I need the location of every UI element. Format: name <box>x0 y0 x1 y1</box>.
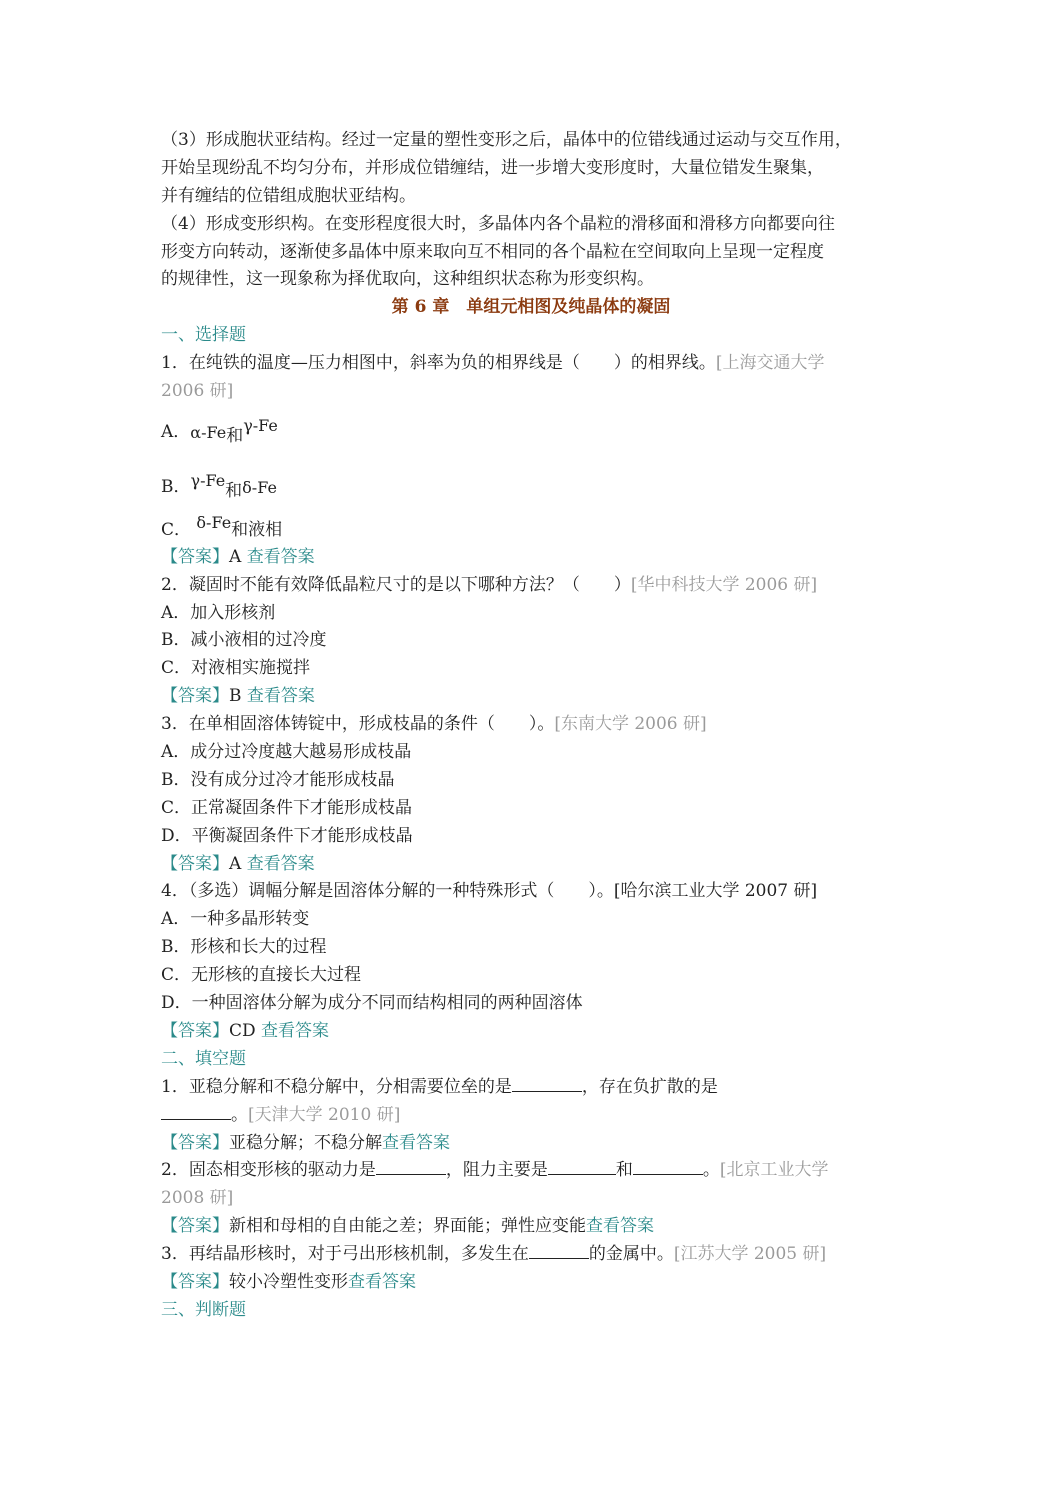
option-b <box>161 461 901 516</box>
answer-row <box>161 1018 901 1046</box>
question-stem <box>161 1157 901 1185</box>
question-stem <box>161 711 901 739</box>
view-answer-link[interactable]: 查看答案 <box>246 546 315 567</box>
document-content <box>161 127 901 1325</box>
question-text: ，阻力主要是 <box>445 1160 548 1181</box>
option-a: A．加入形核剂 <box>161 602 276 623</box>
answer-row <box>161 544 901 572</box>
question-stem-cont <box>161 1102 901 1130</box>
chapter-title: 第 6 章 单组元相图及纯晶体的凝固 <box>391 297 671 318</box>
question-source: 2006 研] <box>161 381 234 402</box>
option-label: C． <box>161 519 192 540</box>
answer-value: CD <box>229 1020 256 1041</box>
answer-blank <box>161 1102 231 1120</box>
question-stem <box>161 350 901 378</box>
answer-row <box>161 851 901 879</box>
formula-gamma-fe: γ-Fe <box>190 471 226 491</box>
section-heading-fill: 二、填空题 <box>161 1048 246 1069</box>
question-source: [天津大学 2010 研] <box>248 1104 401 1125</box>
answer-row <box>161 1130 901 1158</box>
answer-blank <box>512 1074 582 1092</box>
question-source: [江苏大学 2005 研] <box>673 1244 827 1265</box>
answer-value: 新相和母相的自由能之差；界面能；弹性应变能 <box>229 1216 586 1237</box>
intro-line: 并有缠结的位错组成胞状亚结构。 <box>161 185 416 206</box>
answer-blank <box>633 1157 703 1175</box>
intro-line: 开始呈现纷乱不均匀分布，并形成位错缠结，进一步增大变形度时，大量位错发生聚集， <box>161 157 824 178</box>
question-text: 和 <box>615 1160 633 1181</box>
answer-value: A <box>229 853 242 874</box>
question-source-cont <box>161 1185 901 1213</box>
question-text: 1．亚稳分解和不稳分解中，分相需要位垒的是 <box>161 1076 512 1097</box>
question-source-cont <box>161 378 901 406</box>
question-stem <box>161 1074 901 1102</box>
formula-delta-fe: δ-Fe <box>196 512 232 532</box>
question-stem <box>161 1241 901 1269</box>
option-text: 和液相 <box>231 519 283 540</box>
answer-row <box>161 683 901 711</box>
option-c: C．无形核的直接长大过程 <box>161 965 362 986</box>
question-text: 。 <box>702 1160 720 1181</box>
answer-label: 【答案】 <box>161 853 229 874</box>
question-text: 3．在单相固溶体铸锭中，形成枝晶的条件（ ）。 <box>161 714 555 735</box>
answer-blank <box>376 1157 446 1175</box>
answer-label: 【答案】 <box>161 1216 229 1237</box>
option-c: C．对液相实施搅拌 <box>161 658 311 679</box>
option-b: B．减小液相的过冷度 <box>161 630 327 651</box>
question-stem: 4．（多选）调幅分解是固溶体分解的一种特殊形式（ ）。[哈尔滨工业大学 2007 研] <box>161 881 818 902</box>
option-a: A．成分过冷度越大越易形成枝晶 <box>161 742 412 763</box>
conjunction: 和 <box>226 426 244 447</box>
view-answer-link[interactable]: 查看答案 <box>261 1020 330 1041</box>
section-heading-choice: 一、选择题 <box>161 325 246 346</box>
option-d: D．一种固溶体分解为成分不同而结构相同的两种固溶体 <box>161 993 583 1014</box>
intro-line: 形变方向转动，逐渐使多晶体中原来取向互不相同的各个晶粒在空间取向上呈现一定程度 <box>161 241 824 262</box>
option-label: B． <box>161 477 191 498</box>
intro-line: （3）形成胞状亚结构。经过一定量的塑性变形之后，晶体中的位错线通过运动与交互作用， <box>161 130 852 150</box>
option-a: A．一种多晶形转变 <box>161 909 310 930</box>
answer-blank <box>529 1241 589 1259</box>
answer-value: B <box>229 686 242 707</box>
answer-label: 【答案】 <box>161 546 229 567</box>
question-text: 2．凝固时不能有效降低晶粒尺寸的是以下哪种方法？（ ） <box>161 574 631 595</box>
section-heading-judge: 三、判断题 <box>161 1299 246 1320</box>
intro-line: 的规律性，这一现象称为择优取向，这种组织状态称为形变织构。 <box>161 269 654 290</box>
view-answer-link[interactable]: 查看答案 <box>382 1132 450 1153</box>
option-a <box>161 406 901 461</box>
option-d: D．平衡凝固条件下才能形成枝晶 <box>161 825 413 846</box>
question-source: [东南大学 2006 研] <box>554 714 707 735</box>
answer-label: 【答案】 <box>161 686 229 707</box>
option-c <box>161 512 901 544</box>
answer-value: 较小冷塑性变形 <box>229 1271 348 1292</box>
formula-gamma-fe: γ-Fe <box>243 416 278 436</box>
view-answer-link[interactable]: 查看答案 <box>246 686 315 707</box>
option-label: A． <box>161 422 191 443</box>
answer-label: 【答案】 <box>161 1132 229 1153</box>
answer-blank <box>548 1157 616 1175</box>
question-source: [上海交通大学 <box>715 353 825 374</box>
answer-value: A <box>229 546 242 567</box>
answer-label: 【答案】 <box>161 1020 229 1041</box>
answer-value: 亚稳分解；不稳分解 <box>229 1132 382 1153</box>
view-answer-link[interactable]: 查看答案 <box>586 1216 654 1237</box>
view-answer-link[interactable]: 查看答案 <box>348 1271 416 1292</box>
answer-label: 【答案】 <box>161 1271 229 1292</box>
option-b: B．形核和长大的过程 <box>161 937 327 958</box>
answer-row <box>161 1269 901 1297</box>
question-stem <box>161 572 901 600</box>
option-b: B．没有成分过冷才能形成枝晶 <box>161 769 395 790</box>
question-text: 1．在纯铁的温度—压力相图中，斜率为负的相界线是（ ）的相界线。 <box>161 353 716 374</box>
question-text: 3．再结晶形核时，对于弓出形核机制，多发生在 <box>161 1244 529 1265</box>
question-text: ，存在负扩散的是 <box>581 1076 718 1097</box>
question-text: 2．固态相变形核的驱动力是 <box>161 1160 376 1181</box>
question-source: 2008 研] <box>161 1188 234 1209</box>
question-source: [华中科技大学 2006 研] <box>630 574 818 595</box>
question-text: 。 <box>231 1104 248 1125</box>
intro-line: （4）形成变形织构。在变形程度很大时，多晶体内各个晶粒的滑移面和滑移方向都要向往 <box>161 213 835 234</box>
answer-row <box>161 1213 901 1241</box>
question-text: 的金属中。 <box>588 1244 674 1265</box>
question-source: [北京工业大学 <box>719 1160 829 1181</box>
view-answer-link[interactable]: 查看答案 <box>246 853 315 874</box>
conjunction: 和 <box>225 481 243 502</box>
formula-alpha-fe: α-Fe <box>190 423 227 443</box>
option-c: C．正常凝固条件下才能形成枝晶 <box>161 797 413 818</box>
formula-delta-fe: δ-Fe <box>242 478 277 498</box>
